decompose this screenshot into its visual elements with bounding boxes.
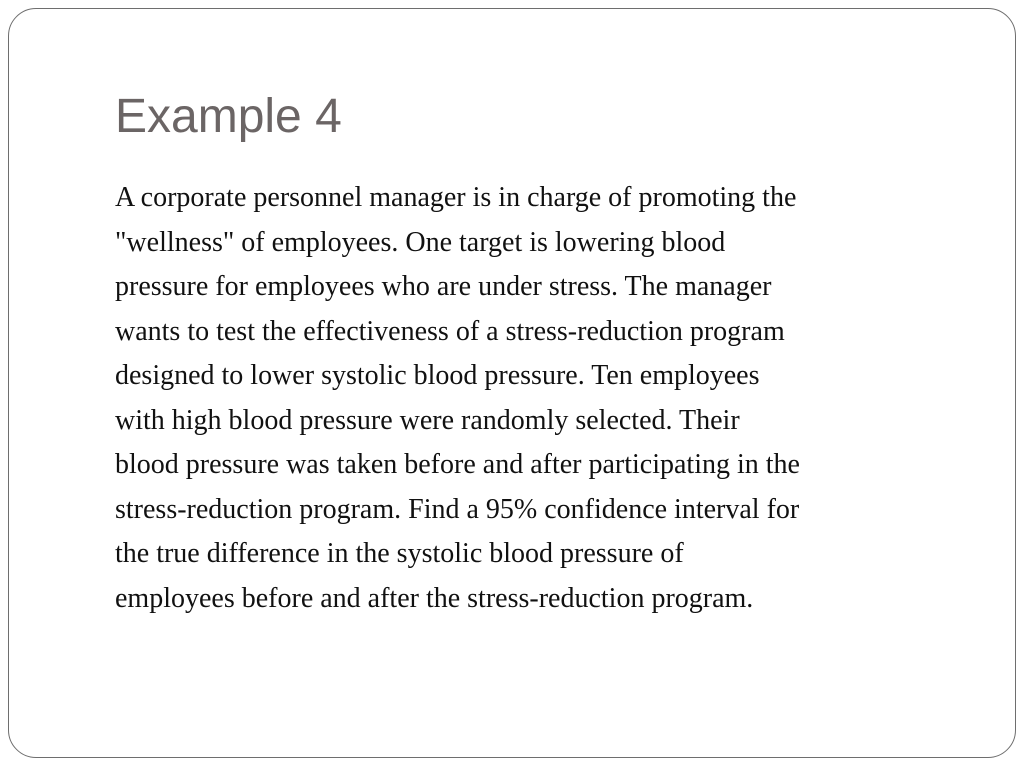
body-line: "wellness" of employees. One target is lowering blood — [115, 226, 726, 258]
slide-body-paragraph — [115, 176, 985, 621]
slide-frame — [8, 8, 1016, 758]
body-line: with high blood pressure were randomly selected. Their — [115, 404, 740, 436]
slide-title: Example 4 — [115, 90, 342, 143]
body-line: stress-reduction program. Find a 95% confidence interval for — [115, 493, 800, 525]
body-line: pressure for employees who are under stress. The manager — [115, 271, 772, 302]
body-line: blood pressure was taken before and after participating in the — [115, 449, 800, 480]
body-line: designed to lower systolic blood pressure. Ten employees — [115, 360, 760, 391]
body-line: wants to test the effectiveness of a stress-reduction program — [115, 315, 785, 347]
body-line: the true difference in the systolic blood pressure of — [115, 538, 684, 569]
body-line: employees before and after the stress-reduction program. — [115, 582, 754, 614]
body-line: A corporate personnel manager is in charge of promoting the — [115, 182, 797, 213]
